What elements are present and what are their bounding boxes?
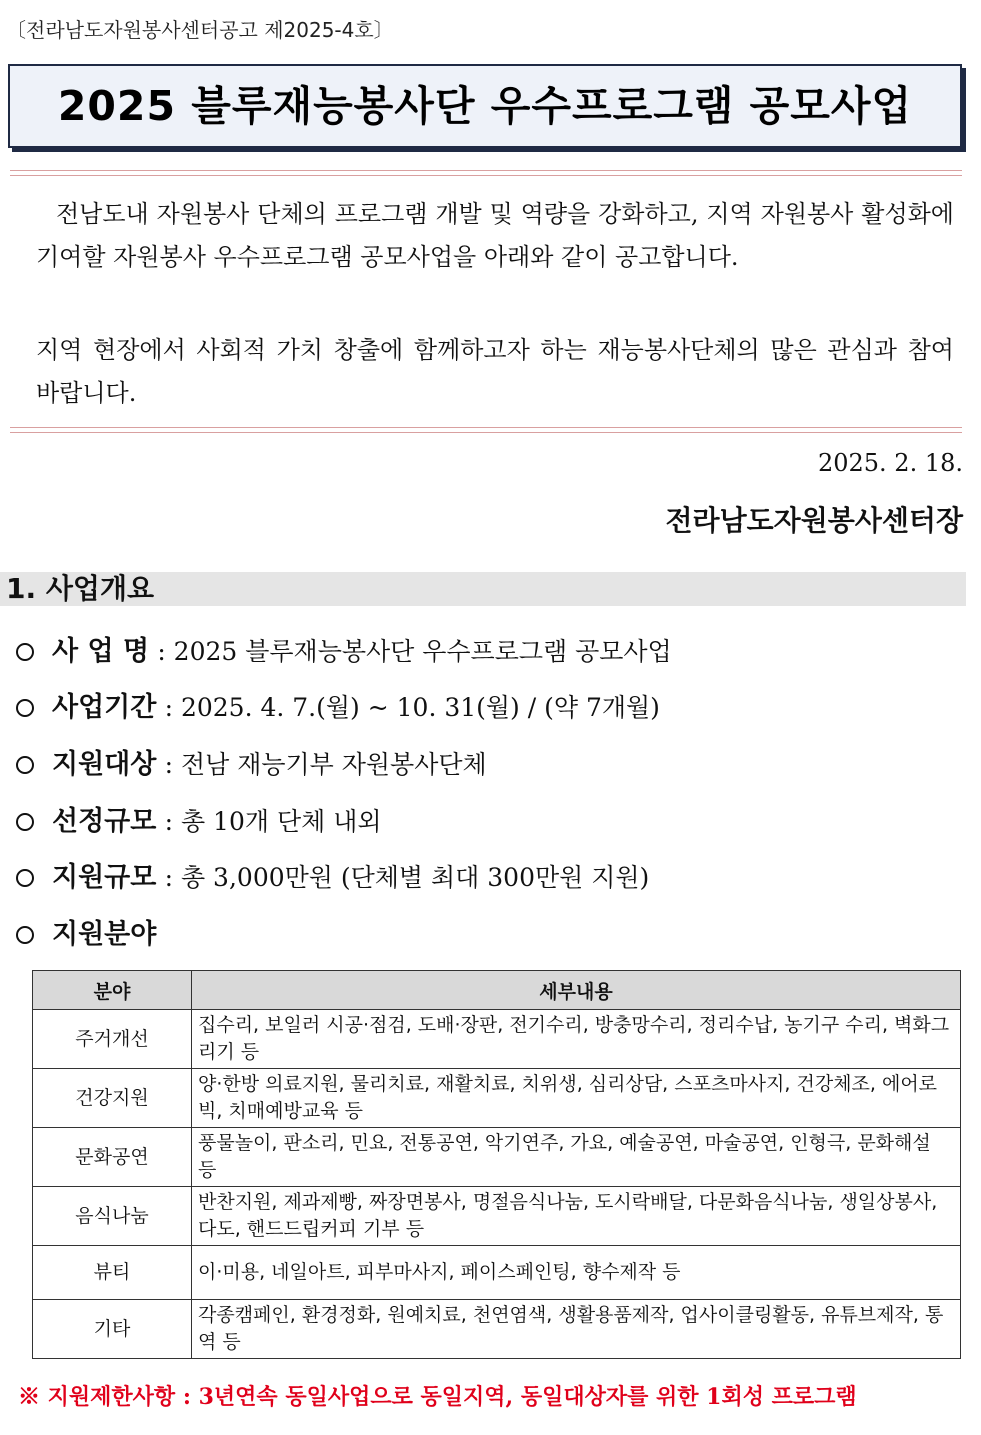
- table-row: [33, 1069, 961, 1128]
- overview-value: : 전남 재능기부 자원봉사단체: [164, 750, 487, 779]
- circle-bullet-icon: [16, 756, 34, 774]
- overview-item: [16, 632, 672, 672]
- intro-paragraph-2: 지역 현장에서 사회적 가치 창출에 함께하고자 하는 재능봉사단체의 많은 관심과 참여 바랍니다.: [36, 336, 954, 407]
- detail-cell: 반찬지원, 제과제빵, 짜장면봉사, 명절음식나눔, 도시락배달, 다문화음식나눔, 생일상봉사, 다도, 핸드드립커피 기부 등: [192, 1187, 961, 1246]
- column-header-category: 분야: [33, 971, 192, 1010]
- column-header-detail: 세부내용: [192, 971, 961, 1010]
- overview-value: : 2025. 4. 7.(월) ~ 10. 31(월) / (약 7개월): [164, 693, 660, 722]
- circle-bullet-icon: [16, 926, 34, 944]
- overview-label: 지원대상: [52, 749, 157, 780]
- notice-date: 2025. 2. 18.: [817, 449, 963, 477]
- overview-item: [16, 688, 660, 728]
- overview-item: [16, 745, 487, 785]
- section-heading-bar: [0, 572, 966, 606]
- overview-value: : 2025 블루재능봉사단 우수프로그램 공모사업: [157, 637, 672, 666]
- circle-bullet-icon: [16, 699, 34, 717]
- divider-top: [10, 170, 962, 176]
- overview-label: 지원규모: [52, 862, 157, 893]
- page-title: 2025 블루재능봉사단 우수프로그램 공모사업: [57, 82, 913, 130]
- notice-number: 〔전라남도자원봉사센터공고 제2025-4호〕: [6, 18, 394, 42]
- overview-item: [16, 802, 382, 842]
- detail-cell: 풍물놀이, 판소리, 민요, 전통공연, 악기연주, 가요, 예술공연, 마술공연, 인형극, 문화해설 등: [192, 1128, 961, 1187]
- overview-label: 사 업 명: [52, 636, 150, 667]
- restriction-note: ※ 지원제한사항 : 3년연속 동일사업으로 동일지역, 동일대상자를 위한 1회성 프로그램: [18, 1384, 857, 1410]
- detail-cell: 이·미용, 네일아트, 피부마사지, 페이스페인팅, 향수제작 등: [192, 1246, 961, 1300]
- detail-cell: 각종캠페인, 환경정화, 원예치료, 천연염색, 생활용품제작, 업사이클링활동, 유튜브제작, 통역 등: [192, 1300, 961, 1359]
- category-cell: 음식나눔: [33, 1187, 192, 1246]
- detail-cell: 집수리, 보일러 시공·점검, 도배·장판, 전기수리, 방충망수리, 정리수납, 농기구 수리, 벽화그리기 등: [192, 1010, 961, 1069]
- circle-bullet-icon: [16, 869, 34, 887]
- category-cell: 주거개선: [33, 1010, 192, 1069]
- table-row: [33, 1300, 961, 1359]
- table-row: [33, 1187, 961, 1246]
- overview-value: : 총 10개 단체 내외: [164, 807, 382, 836]
- table-row: [33, 1010, 961, 1069]
- overview-item: [16, 858, 649, 898]
- section-heading: 1. 사업개요: [6, 572, 155, 605]
- overview-item: [16, 915, 156, 955]
- table-row: [33, 1128, 961, 1187]
- divider-bottom: [10, 427, 962, 433]
- overview-label: 사업기간: [52, 692, 157, 723]
- overview-value: : 총 3,000만원 (단체별 최대 300만원 지원): [164, 863, 650, 892]
- support-field-table: [32, 970, 961, 1359]
- table-header-row: [33, 971, 961, 1010]
- title-box: [8, 64, 962, 148]
- table-row: [33, 1246, 961, 1300]
- category-cell: 뷰티: [33, 1246, 192, 1300]
- detail-cell: 양·한방 의료지원, 물리치료, 재활치료, 치위생, 심리상담, 스포츠마사지, 건강체조, 에어로빅, 치매예방교육 등: [192, 1069, 961, 1128]
- organization-head: 전라남도자원봉사센터장: [665, 504, 963, 537]
- intro-paragraph-1: 전남도내 자원봉사 단체의 프로그램 개발 및 역량을 강화하고, 지역 자원봉사 활성화에 기여할 자원봉사 우수프로그램 공모사업을 아래와 같이 공고합니다.: [36, 200, 954, 271]
- circle-bullet-icon: [16, 813, 34, 831]
- category-cell: 문화공연: [33, 1128, 192, 1187]
- circle-bullet-icon: [16, 643, 34, 661]
- overview-label: 지원분야: [52, 919, 157, 950]
- category-cell: 건강지원: [33, 1069, 192, 1128]
- category-cell: 기타: [33, 1300, 192, 1359]
- overview-label: 선정규모: [52, 806, 157, 837]
